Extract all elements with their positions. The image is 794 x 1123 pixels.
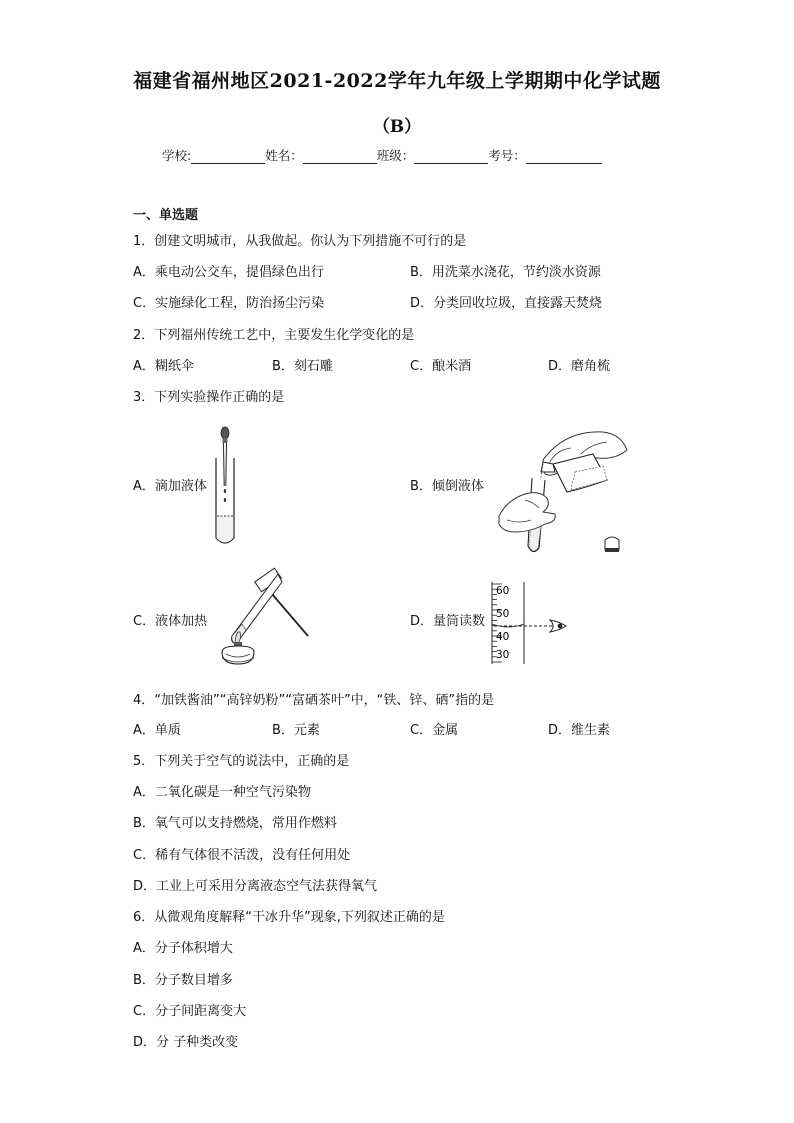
question-2-stem: 2．下列福州传统工艺中，主要发生化学变化的是: [133, 328, 415, 343]
cylinder-label-40: 40: [496, 631, 510, 643]
exam-number-blank[interactable]: [526, 149, 602, 164]
school-label: 学校:: [162, 148, 192, 163]
question-5-option-b[interactable]: B．氧气可以支持燃烧，常用作燃料: [133, 816, 337, 831]
question-5-option-d[interactable]: D．工业上可采用分离液态空气法获得氧气: [133, 879, 378, 894]
class-blank[interactable]: [414, 149, 488, 164]
exam-title: 福建省福州地区2021-2022学年九年级上学期期中化学试题: [133, 70, 661, 92]
question-2-option-d[interactable]: D．磨角梳: [548, 359, 611, 374]
name-blank[interactable]: [303, 149, 377, 164]
question-3-stem: 3．下列实验操作正确的是: [133, 390, 285, 405]
question-4-stem: 4．“加铁酱油”“高锌奶粉”“富硒茶叶”中，“铁、锌、硒”指的是: [133, 693, 495, 708]
question-4-option-d[interactable]: D．维生素: [548, 723, 611, 738]
exam-number-label: 考号：: [488, 148, 526, 163]
name-label: 姓名：: [265, 148, 303, 163]
cylinder-label-50: 50: [496, 608, 510, 620]
question-5-option-a[interactable]: A．二氧化碳是一种空气污染物: [133, 785, 311, 800]
question-6-stem: 6．从微观角度解释“干冰升华”现象,下列叙述正确的是: [133, 910, 445, 925]
eye-icon: [558, 624, 563, 629]
question-6-option-b[interactable]: B．分子数目增多: [133, 973, 233, 988]
question-3-option-a[interactable]: A．滴加液体: [133, 479, 207, 494]
question-5-stem: 5．下列关于空气的说法中，正确的是: [133, 754, 350, 769]
pouring-liquid-illustration: [495, 428, 635, 554]
question-1-stem: 1．创建文明城市，从我做起。你认为下列措施不可行的是: [133, 234, 467, 249]
cylinder-label-60: 60: [496, 585, 510, 597]
class-label: 班级：: [376, 148, 415, 163]
question-2-option-a[interactable]: A．糊纸伞: [133, 359, 194, 374]
question-1-option-c[interactable]: C．实施绿化工程，防治扬尘污染: [133, 296, 325, 311]
cylinder-label-30: 30: [496, 649, 510, 661]
question-5-option-c[interactable]: C．稀有气体很不活泼，没有任何用处: [133, 848, 351, 863]
section-title: 一、单选题: [133, 208, 199, 223]
question-2-option-b[interactable]: B．刻石雕: [272, 359, 333, 374]
dropper-test-tube-illustration: [205, 424, 245, 550]
graduated-cylinder-reading-illustration: [488, 580, 572, 666]
question-1-option-b[interactable]: B．用洗菜水浇花，节约淡水资源: [410, 265, 601, 280]
question-3-option-d[interactable]: D．量筒读数: [410, 614, 486, 629]
student-info-line: [162, 146, 602, 164]
question-6-option-c[interactable]: C．分子间距离变大: [133, 1004, 247, 1019]
question-1-option-a[interactable]: A．乘电动公交车，提倡绿色出行: [133, 265, 324, 280]
heating-liquid-illustration: [212, 566, 314, 668]
question-6-option-d[interactable]: D．分 子种类改变: [133, 1035, 239, 1050]
question-6-option-a[interactable]: A．分子体积增大: [133, 941, 233, 956]
question-4-option-c[interactable]: C．金属: [410, 723, 459, 738]
question-1-option-d[interactable]: D．分类回收垃圾，直接露天焚烧: [410, 296, 603, 311]
question-4-option-b[interactable]: B．元素: [272, 723, 320, 738]
question-2-option-c[interactable]: C．酿米酒: [410, 359, 472, 374]
question-3-option-b[interactable]: B．倾倒液体: [410, 479, 484, 494]
school-blank[interactable]: [191, 149, 265, 164]
question-3-option-c[interactable]: C．液体加热: [133, 614, 208, 629]
exam-subtitle: （B）: [372, 117, 422, 137]
question-4-option-a[interactable]: A．单质: [133, 723, 181, 738]
